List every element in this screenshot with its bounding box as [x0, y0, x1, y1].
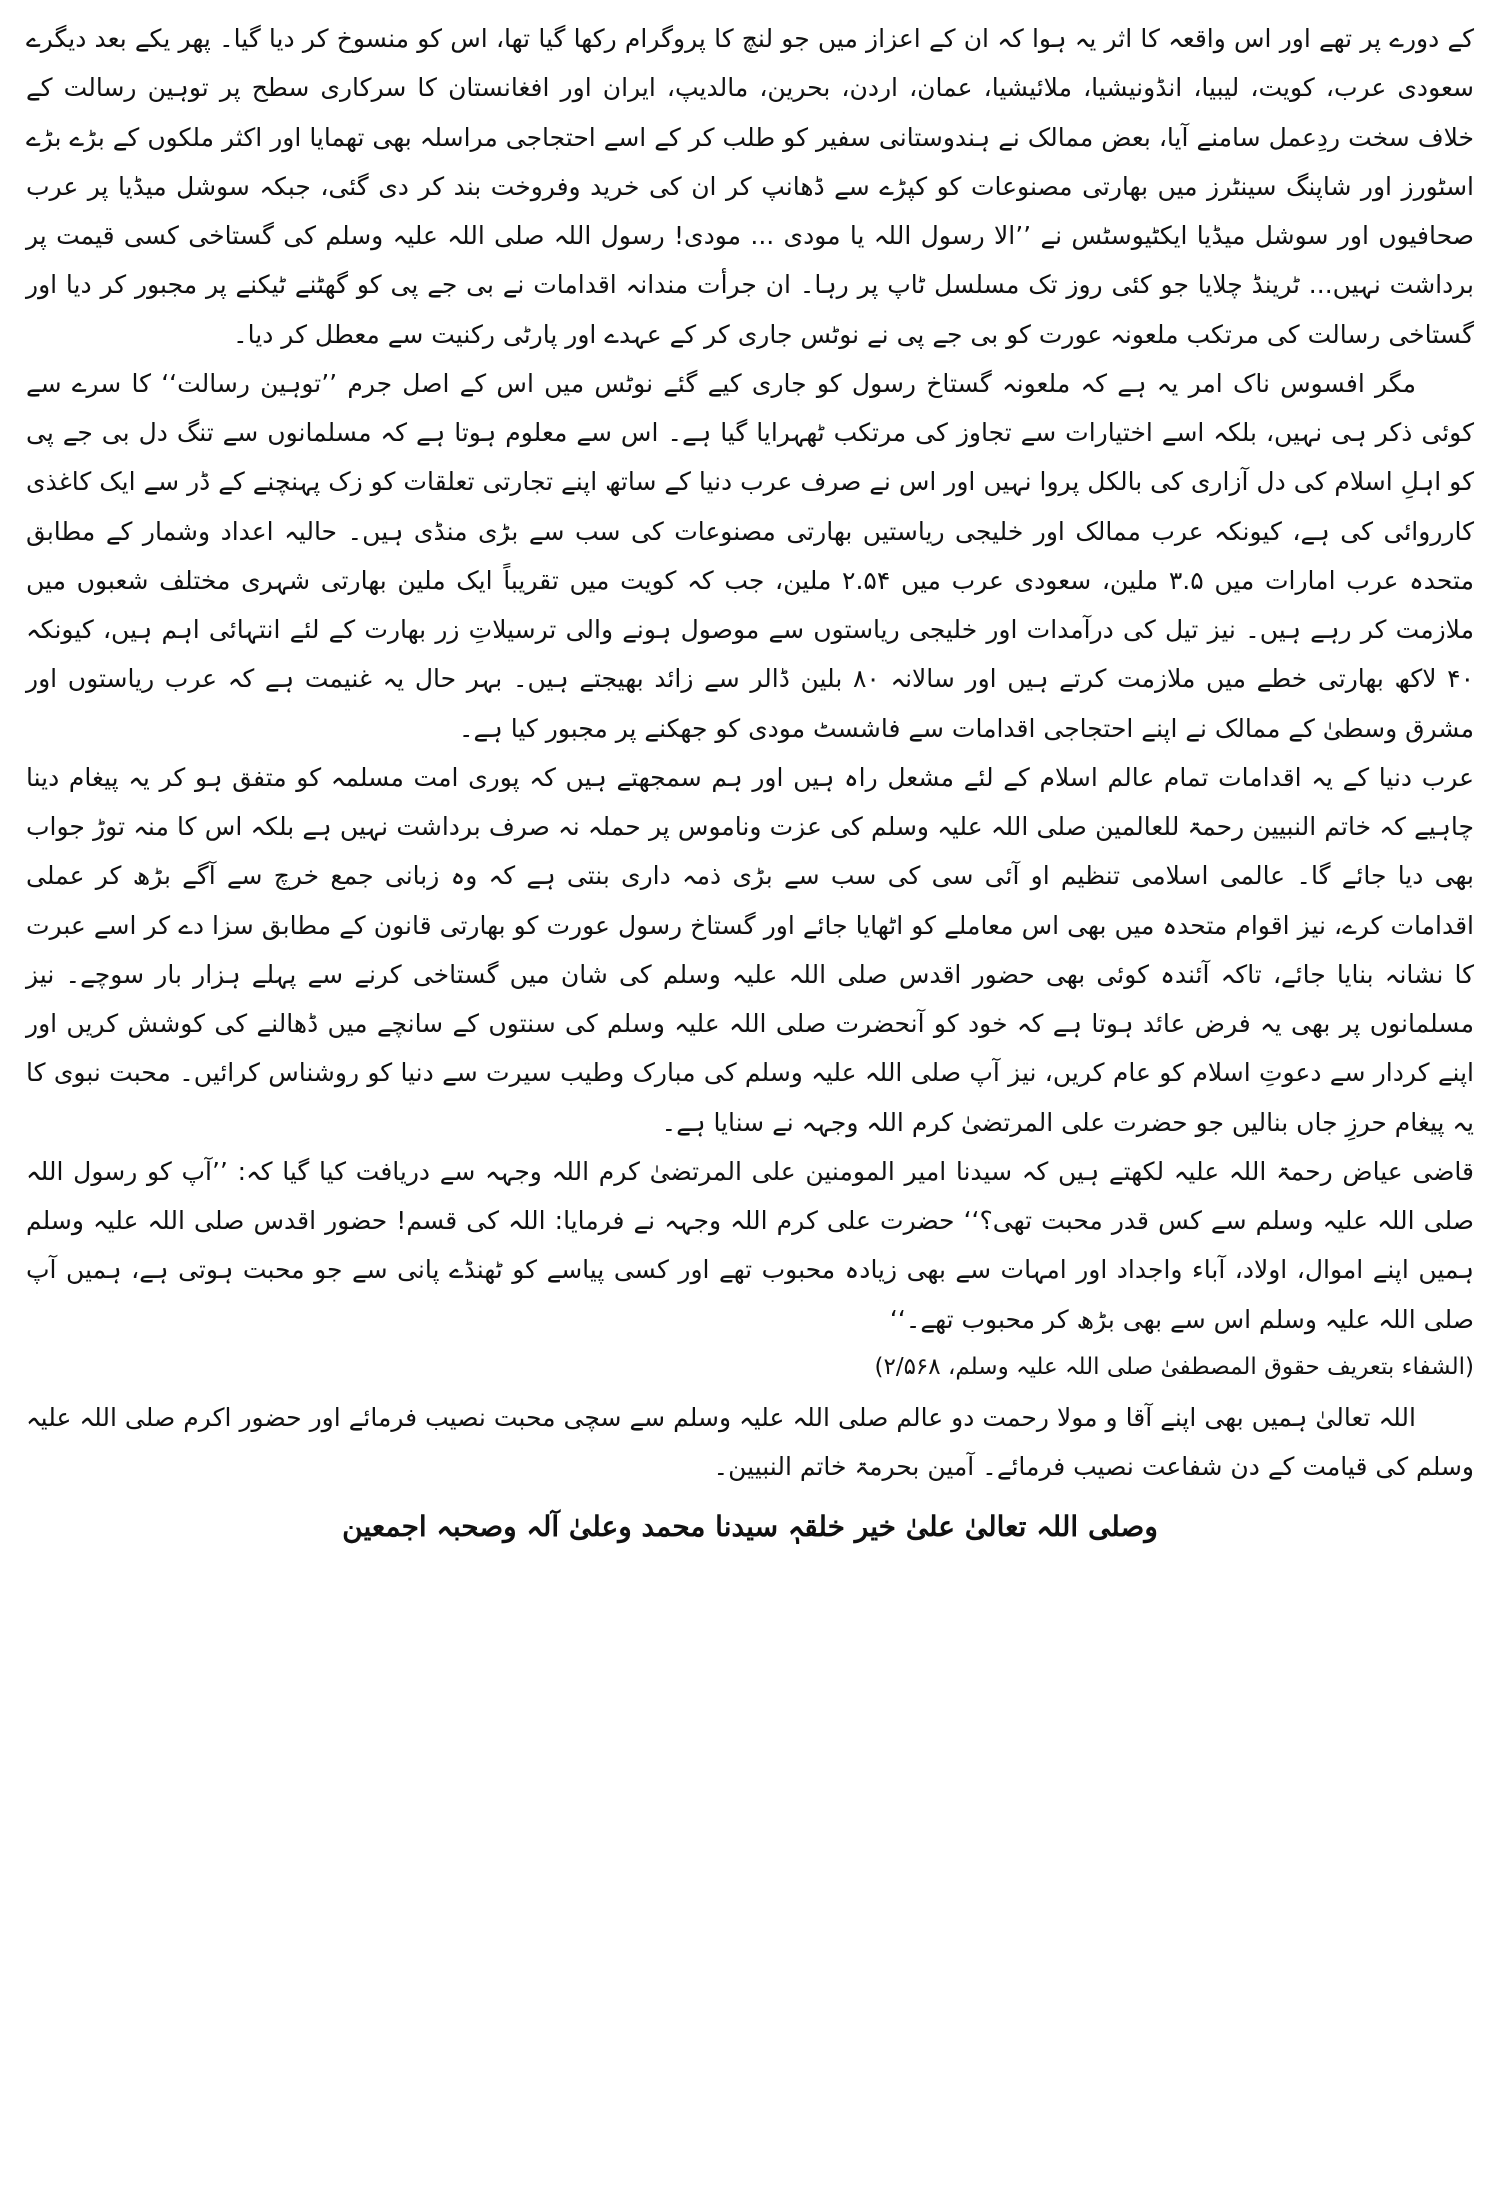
prayer-paragraph: اللہ تعالیٰ ہمیں بھی اپنے آقا و مولا رحمت دو عالم صلی اللہ علیہ وسلم سے سچی محبت نصیب فرمائے اور حضور اکرم صلی اللہ علیہ وسلم کی قیامت کے دن شفاعت نصیب فرمائے۔ آمین بحرمۃ خاتم النبیین۔ — [26, 1402, 1474, 1482]
article-paragraph-2: مگر افسوس ناک امر یہ ہے کہ ملعونہ گستاخ رسول کو جاری کیے گئے نوٹس میں اس کے اصل جرم ’’توہین رسالت‘‘ کا سرے سے کوئی ذکر ہی نہیں، بلکہ اسے اختیارات سے تجاوز کی مرتکب ٹھہرایا گیا ہے۔ اس سے معلوم ہوتا ہے کہ مسلمانوں سے تنگ دل بی جے پی کو اہلِ اسلام کی دل آزاری کی بالکل پروا نہیں اور اس نے صرف عرب دنیا کے ساتھ اپنے تجارتی تعلقات کو زک پہنچنے کے ڈر سے ایک کاغذی کارروائی کی ہے، کیونکہ عرب ممالک اور خلیجی ریاستیں بھارتی مصنوعات کی سب سے بڑی منڈی ہیں۔ حالیہ اعداد وشمار کے مطابق متحدہ عرب امارات میں ۳.۵ ملین، سعودی عرب میں ۲.۵۴ ملین، جب کہ کویت میں تقریباً ایک ملین بھارتی شہری مختلف شعبوں میں ملازمت کر رہے ہیں۔ نیز تیل کی درآمدات اور خلیجی ریاستوں سے موصول ہونے والی ترسیلاتِ زر بھارت کے لئے انتہائی اہم ہیں، کیونکہ ۴۰ لاکھ بھارتی خطے میں ملازمت کرتے ہیں اور سالانہ ۸۰ بلین ڈالر سے زائد بھیجتے ہیں۔ بہر حال یہ غنیمت ہے کہ عرب ریاستوں اور مشرق وسطیٰ کے ممالک نے اپنے احتجاجی اقدامات سے فاشسٹ مودی کو جھکنے پر مجبور کیا ہے۔ — [26, 368, 1474, 743]
article-paragraph-3: عرب دنیا کے یہ اقدامات تمام عالم اسلام کے لئے مشعل راہ ہیں اور ہم سمجھتے ہیں کہ پوری امت مسلمہ کو متفق ہو کر یہ پیغام دینا چاہیے کہ خاتم النبیین رحمۃ للعالمین صلی اللہ علیہ وسلم کی عزت وناموس پر حملہ نہ صرف برداشت نہیں ہے بلکہ اس کا منہ توڑ جواب بھی دیا جائے گا۔ عالمی اسلامی تنظیم او آئی سی کی سب سے بڑی ذمہ داری بنتی ہے کہ وہ زبانی جمع خرچ سے آگے بڑھ کر عملی اقدامات کرے، نیز اقوام متحدہ میں بھی اس معاملے کو اٹھایا جائے اور گستاخ رسول عورت کو بھارتی قانون کے مطابق سزا دے کر اسے عبرت کا نشانہ بنایا جائے، تاکہ آئندہ کوئی بھی حضور اقدس صلی اللہ علیہ وسلم کی شان میں گستاخی کرنے سے پہلے ہزار بار سوچے۔ نیز مسلمانوں پر بھی یہ فرض عائد ہوتا ہے کہ خود کو آنحضرت صلی اللہ علیہ وسلم کی سنتوں کے سانچے میں ڈھالنے کی کوشش کریں اور اپنے کردار سے دعوتِ اسلام کو عام کریں، نیز آپ صلی اللہ علیہ وسلم کی مبارک وطیب سیرت سے دنیا کو روشناس کرائیں۔ محبت نبوی کا یہ پیغام حرزِ جاں بنالیں جو حضرت علی المرتضیٰ کرم اللہ وجہہ نے سنایا ہے۔ — [26, 762, 1474, 1137]
article-paragraph-4: قاضی عیاض رحمۃ اللہ علیہ لکھتے ہیں کہ سیدنا امیر المومنین علی المرتضیٰ کرم اللہ وجہہ سے دریافت کیا گیا کہ: ’’آپ کو رسول اللہ صلی اللہ علیہ وسلم سے کس قدر محبت تھی؟‘‘ حضرت علی کرم اللہ وجہہ نے فرمایا: اللہ کی قسم! حضور اقدس صلی اللہ علیہ وسلم ہمیں اپنے اموال، اولاد، آباء واجداد اور امہات سے بھی زیادہ محبوب تھے اور کسی پیاسے کو ٹھنڈے پانی سے جو محبت ہوتی ہے، ہمیں آپ صلی اللہ علیہ وسلم اس سے بھی بڑھ کر محبوب تھے۔‘‘ — [26, 1156, 1474, 1334]
quote-reference: (الشفاء بتعریف حقوق المصطفیٰ صلی اللہ علیہ وسلم، ۲/۵۶۸) — [874, 1353, 1474, 1380]
closing-salutation: وصلی اللہ تعالیٰ علیٰ خیر خلقہٖ سیدنا محمد وعلیٰ آلہ وصحبہ اجمعین — [342, 1510, 1158, 1544]
article-paragraph-1: کے دورے پر تھے اور اس واقعہ کا اثر یہ ہوا کہ ان کے اعزاز میں جو لنچ کا پروگرام رکھا گیا تھا، اس کو منسوخ کر دیا گیا۔ پھر یکے بعد دیگرے سعودی عرب، کویت، لیبیا، انڈونیشیا، ملائیشیا، عمان، اردن، بحرین، مالدیپ، ایران اور افغانستان کا سرکاری سطح پر توہین رسالت کے خلاف سخت ردِعمل سامنے آیا، بعض ممالک نے ہندوستانی سفیر کو طلب کر کے اسے احتجاجی مراسلہ بھی تھمایا اور اکثر ملکوں کے بڑے بڑے اسٹورز اور شاپنگ سینٹرز میں بھارتی مصنوعات کو کپڑے سے ڈھانپ کر ان کی خرید وفروخت بند کر دی گئی، جبکہ سوشل میڈیا پر عرب صحافیوں اور سوشل میڈیا ایکٹیوسٹس نے ’’الا رسول اللہ یا مودی ... مودی! رسول اللہ صلی اللہ علیہ وسلم کی گستاخی کسی قیمت پر برداشت نہیں... ٹرینڈ چلایا جو کئی روز تک مسلسل ٹاپ پر رہا۔ ان جرأت مندانہ اقدامات نے بی جے پی کو گھٹنے ٹیکنے پر مجبور کر دیا اور گستاخی رسالت کی مرتکب ملعونہ عورت کو بی جے پی نے نوٹس جاری کر کے عہدے اور پارٹی رکنیت سے معطل کر دیا۔ — [26, 24, 1474, 349]
